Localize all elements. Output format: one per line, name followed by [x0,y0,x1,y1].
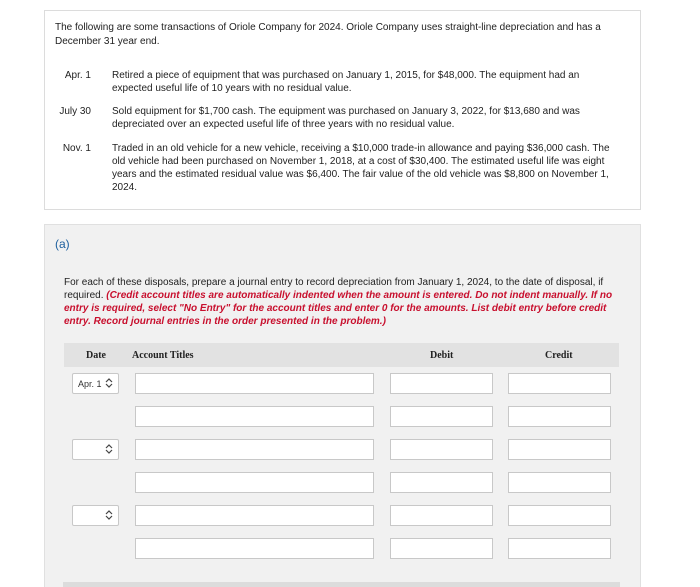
date-select[interactable] [72,505,119,526]
part-header [44,224,641,264]
header-date: Date [86,350,106,361]
debit-input[interactable] [390,439,493,460]
header-account-titles: Account Titles [132,350,194,361]
section-divider [63,582,620,587]
part-content [44,264,641,587]
instructions-note: (Credit account titles are automatically indented when the amount is entered. Do not indent manually. If no entry is required, select "No Entry" for the account titles and enter 0 for the amounts. List debit entry before credit entry. Record journal entries in the order presented in the problem.) [64,290,613,327]
debit-input[interactable] [390,538,493,559]
account-title-input[interactable] [135,472,374,493]
transaction-date: Nov. 1 [62,143,91,154]
header-credit: Credit [545,350,573,361]
debit-input[interactable] [390,406,493,427]
debit-input[interactable] [390,505,493,526]
date-select[interactable] [72,439,119,460]
journal-table-header [64,343,619,367]
account-title-input[interactable] [135,439,374,460]
debit-input[interactable] [390,472,493,493]
debit-input[interactable] [390,373,493,394]
date-select[interactable] [72,373,119,394]
account-title-input[interactable] [135,373,374,394]
credit-input[interactable] [508,538,611,559]
account-title-input[interactable] [135,505,374,526]
account-title-input[interactable] [135,406,374,427]
problem-statement [44,10,641,210]
chevron-up-down-icon [105,510,113,520]
transaction-description: Sold equipment for $1,700 cash. The equipment was purchased on January 3, 2022, for $13,680 and was depreciated over an expected useful life of three years with no residual value. [112,106,580,130]
credit-input[interactable] [508,406,611,427]
chevron-up-down-icon [105,378,113,388]
transaction-date: Apr. 1 [64,70,91,81]
transaction-description: Retired a piece of equipment that was purchased on January 1, 2015, for $48,000. The equipment had an expected useful life of 10 years with no residual value. [112,70,580,94]
credit-input[interactable] [508,439,611,460]
header-debit: Debit [430,350,454,361]
chevron-up-down-icon [105,444,113,454]
part-label: (a) [55,237,70,251]
transaction-date: July 30 [59,106,91,117]
credit-input[interactable] [508,472,611,493]
part-instructions [64,276,629,328]
date-select-value: Apr. 1 [78,379,102,389]
problem-intro: The following are some transactions of Oriole Company for 2024. Oriole Company uses straight-line depreciation and has a December 31 year end. [55,22,601,47]
credit-input[interactable] [508,505,611,526]
transaction-description: Traded in an old vehicle for a new vehicle, receiving a $10,000 trade-in allowance and paying $36,000 cash. The old vehicle had been purchased on November 1, 2018, at a cost of $30,400. The estimated useful life was eight years and the estimated residual value was $6,400. The fair value of the old vehicle was $8,800 on November 1, 2024. [112,143,610,193]
instructions-text: For each of these disposals, prepare a journal entry to record depreciation from January 1, 2024, to the date of disposal, if required. [64,277,604,301]
account-title-input[interactable] [135,538,374,559]
credit-input[interactable] [508,373,611,394]
